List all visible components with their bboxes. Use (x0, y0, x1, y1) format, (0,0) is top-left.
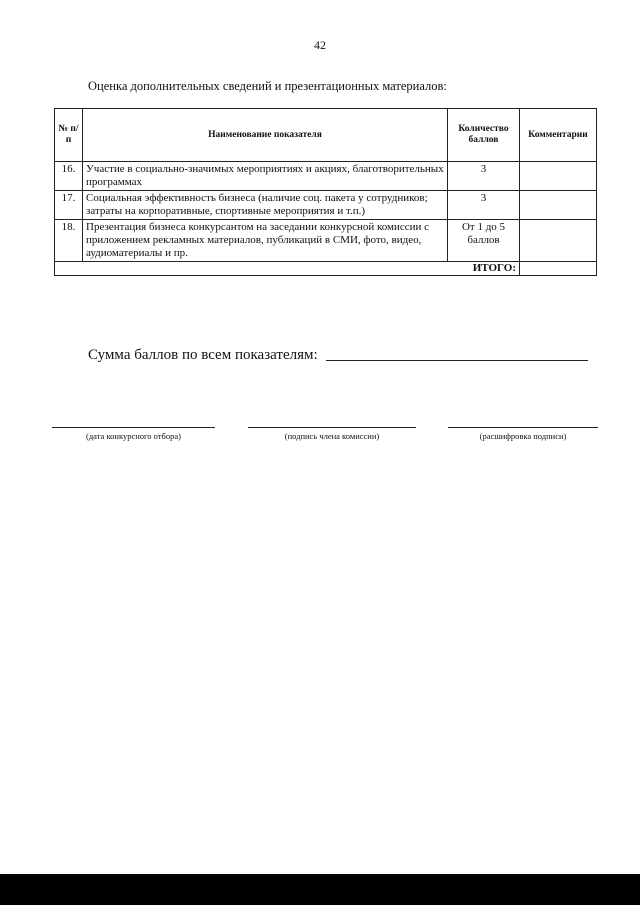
header-points: Количество баллов (448, 109, 520, 162)
row-num: 17. (55, 191, 83, 220)
total-label: ИТОГО: (55, 262, 520, 276)
table-row (55, 220, 597, 262)
row-comment (520, 220, 597, 262)
row-num: 18. (55, 220, 83, 262)
row-name: Презентация бизнеса конкурсантом на заседании конкурсной комиссии с приложением рекламных материалов, публикаций в СМИ, фото, видео, аудиоматериалы и пр. (83, 220, 448, 262)
page-number: 42 (314, 38, 326, 52)
date-signature-line (52, 427, 215, 428)
row-comment (520, 191, 597, 220)
row-comment (520, 162, 597, 191)
section-title: Оценка дополнительных сведений и презентационных материалов: (88, 79, 447, 93)
decoding-signature-line (448, 427, 598, 428)
row-num: 16. (55, 162, 83, 191)
table-row (55, 162, 597, 191)
row-points: 3 (448, 162, 520, 191)
table-row (55, 191, 597, 220)
table-header-row (55, 109, 597, 162)
header-name: Наименование показателя (83, 109, 448, 162)
total-row (55, 262, 597, 276)
scan-edge-bar (0, 874, 640, 905)
sum-blank-line (326, 360, 588, 361)
total-value (520, 262, 597, 276)
sum-label: Сумма баллов по всем показателям: (88, 347, 318, 363)
date-caption: (дата конкурсного отбора) (86, 431, 181, 441)
decoding-caption: (расшифровка подписи) (479, 431, 567, 441)
row-name: Участие в социально-значимых мероприятиях и акциях, благотворительных программах (83, 162, 448, 191)
row-name: Социальная эффективность бизнеса (наличие соц. пакета у сотрудников; затраты на корпоративные, спортивные мероприятия и т.п.) (83, 191, 448, 220)
row-points: 3 (448, 191, 520, 220)
header-num: № п/п (55, 109, 83, 162)
member-signature-line (248, 427, 416, 428)
row-points: От 1 до 5 баллов (448, 220, 520, 262)
scores-table (54, 108, 597, 276)
member-signature-caption: (подпись члена комиссии) (284, 431, 380, 441)
header-comments: Комментарии (520, 109, 597, 162)
